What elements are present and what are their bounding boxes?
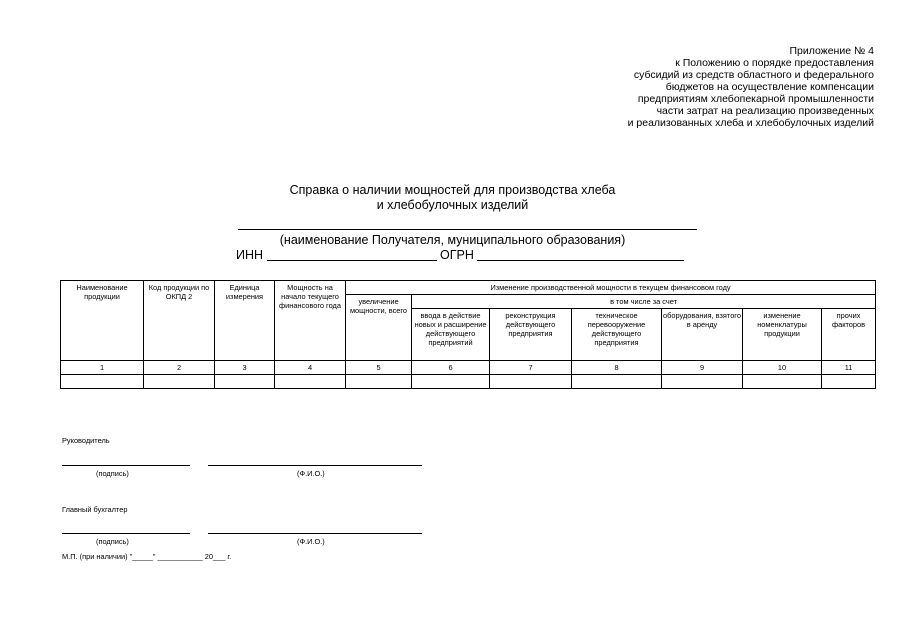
header-product: Наименование продукции xyxy=(61,281,144,361)
header-leased-equipment: оборудования, взятого в аренду xyxy=(662,309,743,361)
column-number: 10 xyxy=(743,361,822,375)
table-cell[interactable] xyxy=(412,375,490,389)
appendix-line: субсидий из средств областного и федерального xyxy=(633,69,874,81)
column-number: 7 xyxy=(490,361,572,375)
appendix-line: бюджетов на осуществление компенсации xyxy=(665,81,874,93)
table-cell[interactable] xyxy=(215,375,275,389)
head-sign-caption: (подпись) xyxy=(96,469,129,478)
table-cell[interactable] xyxy=(572,375,662,389)
title-line-2: и хлебобулочных изделий xyxy=(376,198,529,212)
column-numbers-row xyxy=(61,361,876,375)
table-cell[interactable] xyxy=(144,375,215,389)
header-reconstruction: реконструкция действующего предприятия xyxy=(490,309,572,361)
recipient-caption: (наименование Получателя, муниципального образования) xyxy=(279,233,626,247)
column-number: 4 xyxy=(275,361,346,375)
head-fio-caption: (Ф.И.О.) xyxy=(297,469,325,478)
header-reequipment: техническое перевооружение действующего предприятия xyxy=(572,309,662,361)
inn-field-line xyxy=(267,248,437,261)
table-cell[interactable] xyxy=(346,375,412,389)
table-row xyxy=(61,375,876,389)
header-increase-total: увеличение мощности, всего xyxy=(346,295,412,361)
column-number: 2 xyxy=(144,361,215,375)
column-number: 9 xyxy=(662,361,743,375)
column-number: 6 xyxy=(412,361,490,375)
header-capacity: Мощность на начало текущего финансового года xyxy=(275,281,346,361)
header-other-factors: прочих факторов xyxy=(822,309,876,361)
appendix-line: Приложение № 4 xyxy=(789,45,874,57)
header-okpd-code: Код продукции по ОКПД 2 xyxy=(144,281,215,361)
ogrn-field-line xyxy=(477,248,684,261)
accountant-fio-caption: (Ф.И.О.) xyxy=(297,537,325,546)
head-signature-line[interactable] xyxy=(62,465,190,466)
column-number: 8 xyxy=(572,361,662,375)
title-line-1: Справка о наличии мощностей для производства хлеба xyxy=(289,183,616,197)
appendix-header xyxy=(514,45,874,129)
table-cell[interactable] xyxy=(490,375,572,389)
document-title xyxy=(0,183,905,213)
capacity-table xyxy=(60,280,876,389)
appendix-line: к Положению о порядке предоставления xyxy=(675,57,874,69)
header-nomenclature-change: изменение номенклатуры продукции xyxy=(743,309,822,361)
accountant-label: Главный бухгалтер xyxy=(62,505,128,514)
ogrn-label: ОГРН xyxy=(440,248,474,262)
table-cell[interactable] xyxy=(61,375,144,389)
inn-ogrn-row xyxy=(236,248,684,262)
column-number: 1 xyxy=(61,361,144,375)
column-number: 3 xyxy=(215,361,275,375)
appendix-line: и реализованных хлеба и хлебобулочных изделий xyxy=(627,117,874,129)
table-cell[interactable] xyxy=(743,375,822,389)
appendix-line: части затрат на реализацию произведенных xyxy=(656,105,874,117)
header-capacity-change-group: Изменение производственной мощности в текущем финансовом году xyxy=(346,281,876,295)
inn-label: ИНН xyxy=(236,248,264,262)
header-unit: Единица измерения xyxy=(215,281,275,361)
header-new-commissioning: ввода в действие новых и расширение действующего предприятий xyxy=(412,309,490,361)
table-cell[interactable] xyxy=(822,375,876,389)
column-number: 11 xyxy=(822,361,876,375)
accountant-signature-line[interactable] xyxy=(62,533,190,534)
column-number: 5 xyxy=(346,361,412,375)
accountant-sign-caption: (подпись) xyxy=(96,537,129,546)
accountant-fio-line[interactable] xyxy=(208,533,422,534)
appendix-line: предприятиям хлебопекарной промышленности xyxy=(637,93,874,105)
header-including-group: в том числе за счет xyxy=(412,295,876,309)
table-cell[interactable] xyxy=(662,375,743,389)
head-label: Руководитель xyxy=(62,436,110,445)
head-fio-line[interactable] xyxy=(208,465,422,466)
table-cell[interactable] xyxy=(275,375,346,389)
stamp-date-line: М.П. (при наличии) "_____" ___________ 20___ г. xyxy=(62,552,232,561)
recipient-name-line xyxy=(238,229,697,230)
